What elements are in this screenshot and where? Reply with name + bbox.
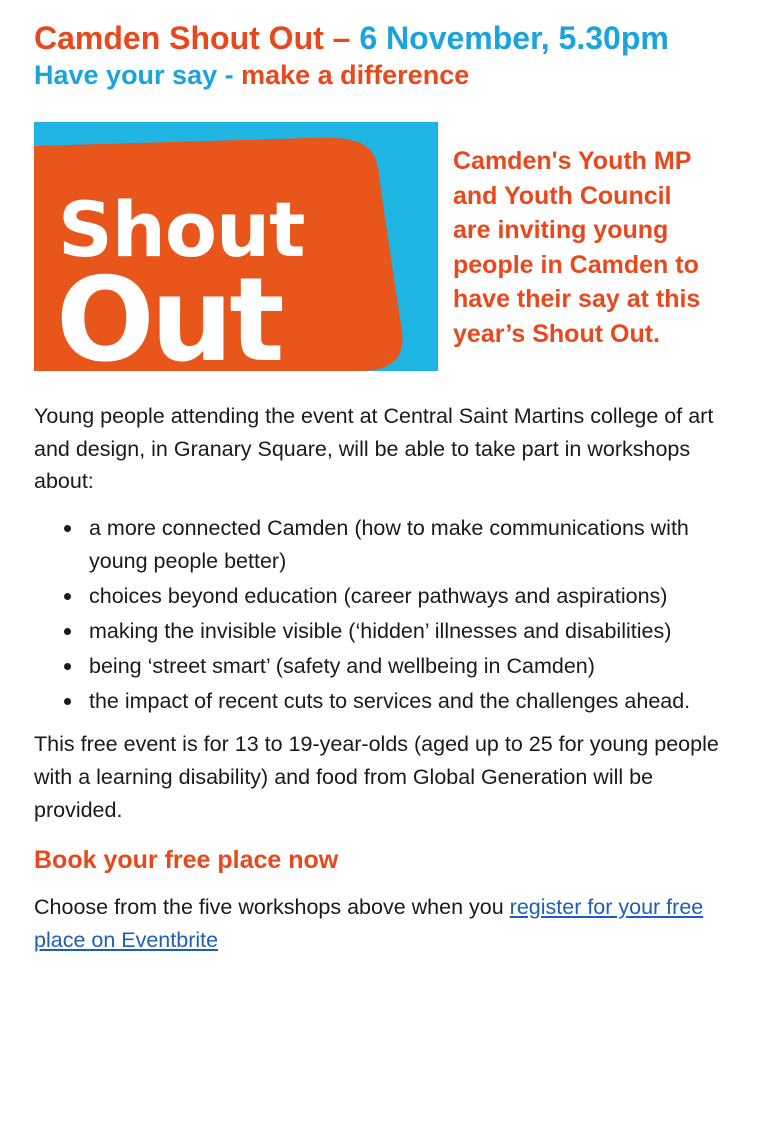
title-event-date: 6 November, 5.30pm [359, 20, 669, 56]
intro-line: are inviting young [453, 216, 669, 244]
list-item [34, 512, 746, 578]
booking-heading: Book your free place now [34, 845, 339, 874]
list-item [34, 685, 746, 718]
bullet-icon [64, 593, 71, 600]
bullet-icon [64, 698, 71, 705]
list-item-text: being ‘street smart’ (safety and wellbeing in Camden) [89, 653, 595, 678]
booking-paragraph [34, 891, 746, 957]
intro-text [453, 144, 700, 351]
page-subtitle [34, 58, 746, 92]
list-item [34, 580, 746, 613]
page [34, 18, 746, 957]
page-title [34, 18, 746, 58]
intro-section [34, 122, 746, 372]
logo-word-out: Out [56, 253, 281, 371]
list-item-text: choices beyond education (career pathways and aspirations) [89, 583, 668, 608]
lead-paragraph: Young people attending the event at Central Saint Martins college of art and design, in Granary Square, will be able to take part in workshops about: [34, 404, 714, 493]
title-event-name: Camden Shout Out – [34, 20, 360, 56]
eligibility-paragraph: This free event is for 13 to 19-year-olds (aged up to 25 for young people with a learning disability) and food from Global Generation will be provided. [34, 731, 719, 822]
list-item-text: making the invisible visible (‘hidden’ illnesses and disabilities) [89, 618, 672, 643]
subtitle-part1: Have your say - [34, 60, 242, 90]
logo-word-shout: Shout [58, 185, 305, 274]
intro-line: and Youth Council [453, 181, 672, 210]
intro-line: people in Camden to [453, 250, 699, 279]
eventbrite-register-link[interactable]: register for your free place on Eventbrite [34, 894, 704, 952]
intro-line: have their say at this [453, 285, 701, 313]
subtitle-part2: make a difference [241, 60, 470, 90]
bullet-icon [64, 628, 71, 635]
list-item [34, 615, 746, 648]
intro-line: year’s Shout Out. [453, 319, 660, 348]
list-item-text: the impact of recent cuts to services and the challenges ahead. [89, 688, 691, 713]
bullet-icon [64, 525, 71, 532]
list-item-text: a more connected Camden (how to make communications with young people better) [89, 515, 689, 573]
shout-out-logo [34, 122, 438, 371]
list-item [34, 650, 746, 683]
bullet-icon [64, 663, 71, 670]
workshop-list [34, 512, 746, 718]
intro-line: Camden's Youth MP [453, 147, 692, 175]
booking-text: Choose from the five workshops above when you [34, 894, 510, 919]
